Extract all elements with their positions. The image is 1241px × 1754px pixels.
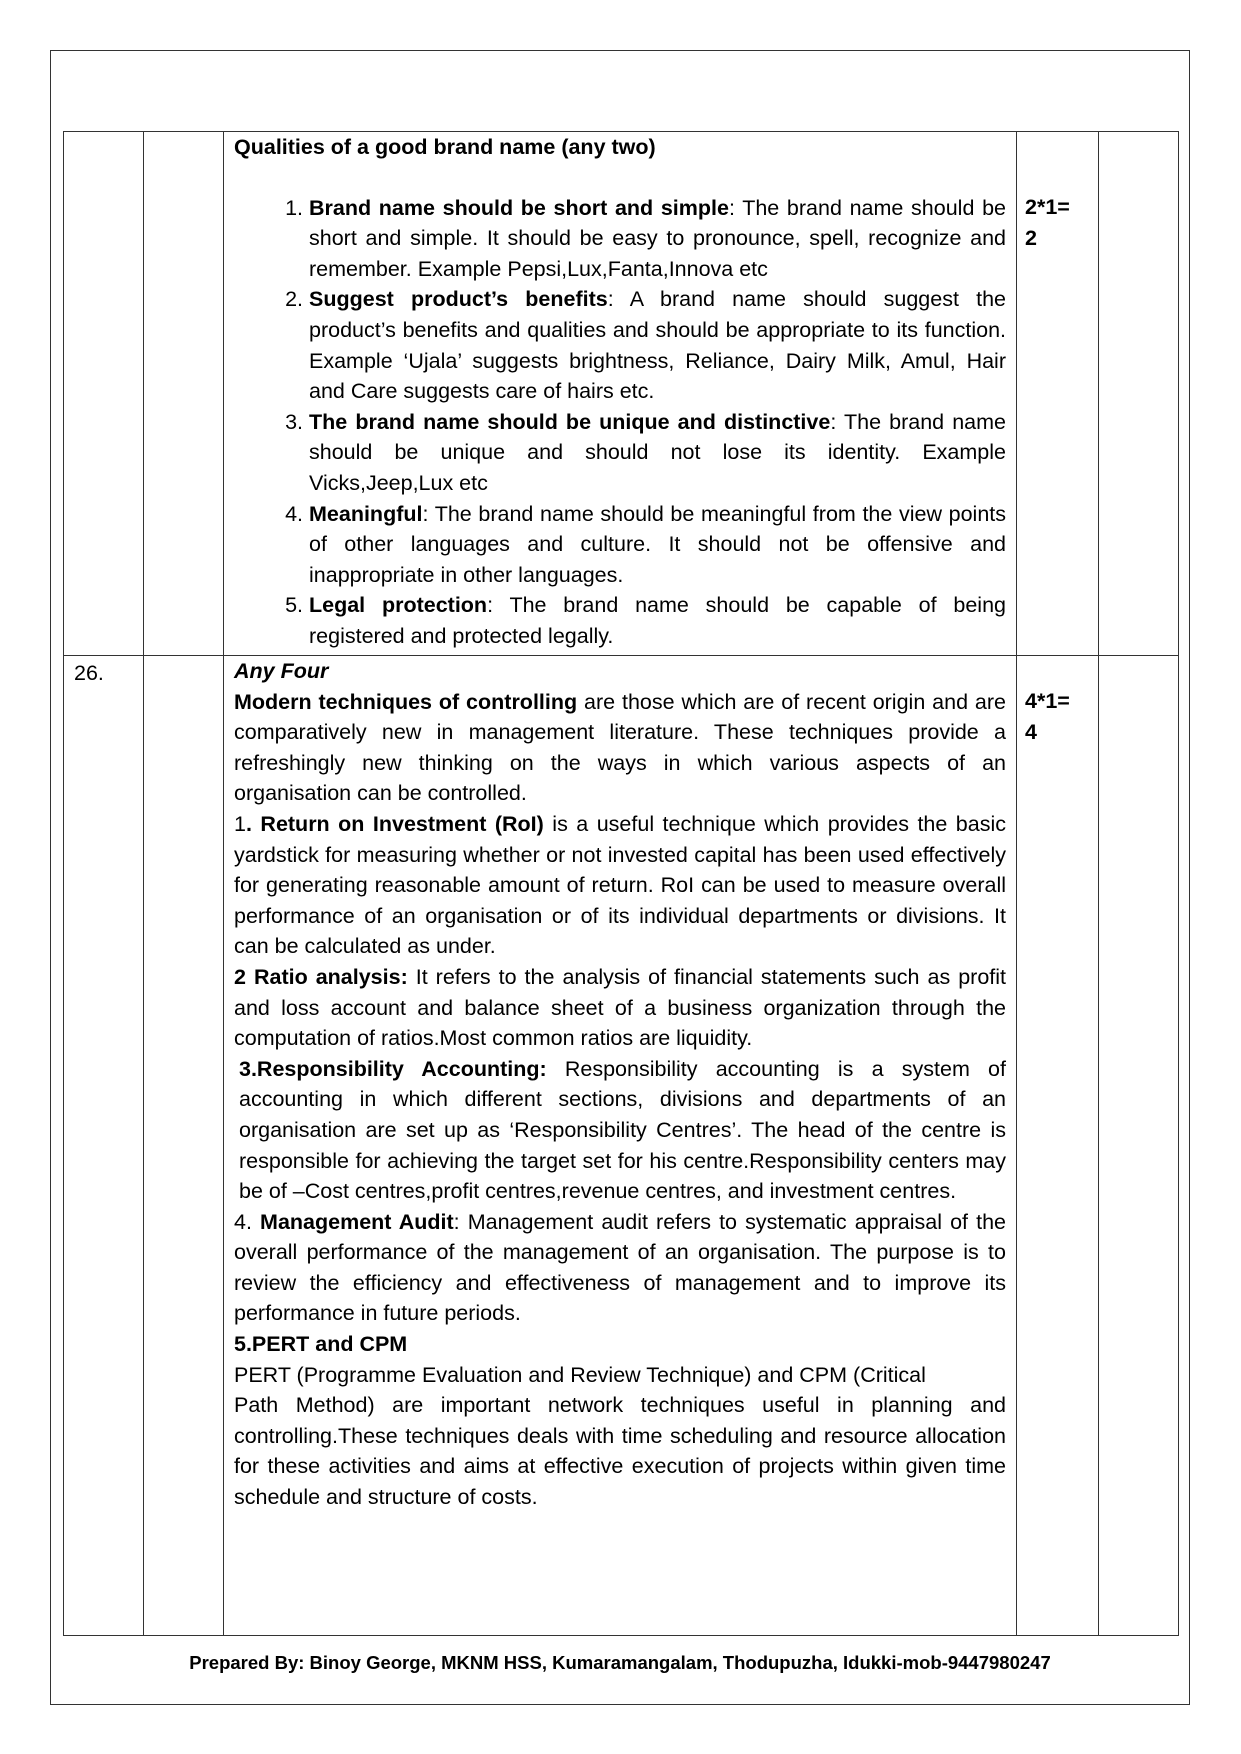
roi-paragraph (234, 809, 1006, 962)
ratio-head: 2 Ratio analysis: (234, 964, 408, 989)
item-head: Suggest product’s benefits (309, 287, 608, 312)
responsibility-text: Responsibility accounting is a system of accounting in which different sections, divisions and departments of an organisation are set up as ‘Responsibility Centres’. The head of the centre is responsible for achieving the target set for his centre.Responsibility centers may be of –Cost centres,profit centres,revenue centres, and investment centres. (239, 1056, 1006, 1204)
marks-line1: 2*1= (1025, 195, 1070, 219)
item-head: Meaningful (309, 501, 423, 526)
responsibility-head: 3.Responsibility Accounting: (239, 1056, 547, 1081)
item-text: : A brand name should suggest the product’s benefits and qualities and should be appropriate to its function. Example ‘Ujala’ suggests brightness, Reliance, Dairy Milk, Amul, Hair and Care suggests care of hairs etc. (309, 287, 1006, 404)
item-text: : The brand name should be meaningful from the view points of other languages and culture. It should not be offensive and inappropriate in other languages. (309, 501, 1006, 587)
list-item (309, 499, 1006, 591)
item-head: Legal protection (309, 593, 488, 618)
answer-content-q26 (224, 656, 1017, 1636)
pert-text: Path Method) are important network techniques useful in planning and controlling.These techniques deals with time scheduling and resource allocation for these activities and aims at effective execution of projects within given time schedule and structure of costs. (234, 1393, 1006, 1510)
question-number-cell: 26. (64, 656, 144, 1636)
question-number-cell (64, 132, 144, 656)
answer-content-q25 (224, 132, 1017, 656)
marks-cell-q26 (1017, 656, 1099, 1636)
empty-cell (144, 132, 224, 656)
roi-head: . Return on Investment (RoI) (245, 811, 544, 836)
audit-text: : Management audit refers to systematic appraisal of the overall performance of the management of an organisation. The purpose is to review the efficiency and effectiveness of management and to improve its performance in future periods. (234, 1209, 1006, 1326)
responsibility-paragraph (234, 1054, 1006, 1207)
marks-line2: 4 (1025, 719, 1037, 744)
item-head: The brand name should be unique and distinctive (309, 409, 831, 434)
item-text: : The brand name should be unique and should not lose its identity. Example Vicks,Jeep,Lux etc (309, 409, 1007, 495)
answer-key-table (63, 131, 1179, 1636)
item-head: Brand name should be short and simple (309, 195, 729, 220)
audit-head: Management Audit (260, 1209, 454, 1234)
empty-cell (1099, 656, 1179, 1636)
audit-num: 4. (234, 1209, 261, 1234)
footer-credit: Prepared By: Binoy George, MKNM HSS, Kumaramangalam, Thodupuzha, Idukki-mob-9447980247 (189, 1652, 1051, 1673)
brand-qualities-list (234, 193, 1006, 652)
roi-num: 1 (234, 811, 246, 836)
list-item (309, 193, 1006, 285)
pert-line1: PERT (Programme Evaluation and Review Technique) and CPM (Critical (234, 1362, 926, 1387)
list-item (309, 590, 1006, 651)
ratio-text: It refers to the analysis of financial statements such as profit and loss account and balance sheet of a business organization through the computation of ratios.Most common ratios are liquidity. (234, 964, 1006, 1051)
intro-head: Modern techniques of controlling (234, 689, 578, 714)
intro-paragraph (234, 687, 1006, 809)
table-row-q26 (64, 656, 1179, 1636)
marks-cell-q25 (1017, 132, 1099, 656)
table-row-q25 (64, 132, 1179, 656)
pert-head: 5.PERT and CPM (234, 1332, 408, 1357)
empty-cell (1099, 132, 1179, 656)
marks-line2: 2 (1025, 225, 1037, 250)
intro-text: are those which are of recent origin and are comparatively new in management literature. These techniques provide a refreshingly new thinking on the ways in which various aspects of an organisation can be controlled. (234, 689, 1006, 806)
item-text: : The brand name should be capable of being registered and protected legally. (309, 593, 1006, 648)
q25-title: Qualities of a good brand name (any two) (234, 135, 656, 159)
item-text: : The brand name should be short and simple. It should be easy to pronounce, spell, recognize and remember. Example Pepsi,Lux,Fanta,Innova etc (309, 195, 1006, 281)
empty-cell (144, 656, 224, 1636)
ratio-paragraph (234, 962, 1006, 1054)
q26-instruction: Any Four (234, 659, 329, 683)
audit-paragraph (234, 1207, 1006, 1329)
list-item (309, 284, 1006, 406)
roi-text: is a useful technique which provides the basic yardstick for measuring whether or not invested capital has been used effectively for generating reasonable amount of return. RoI can be used to measure overall performance of an organisation or of its individual departments or divisions. It can be calculated as under. (234, 811, 1006, 959)
marks-line1: 4*1= (1025, 689, 1070, 713)
list-item (309, 407, 1006, 499)
